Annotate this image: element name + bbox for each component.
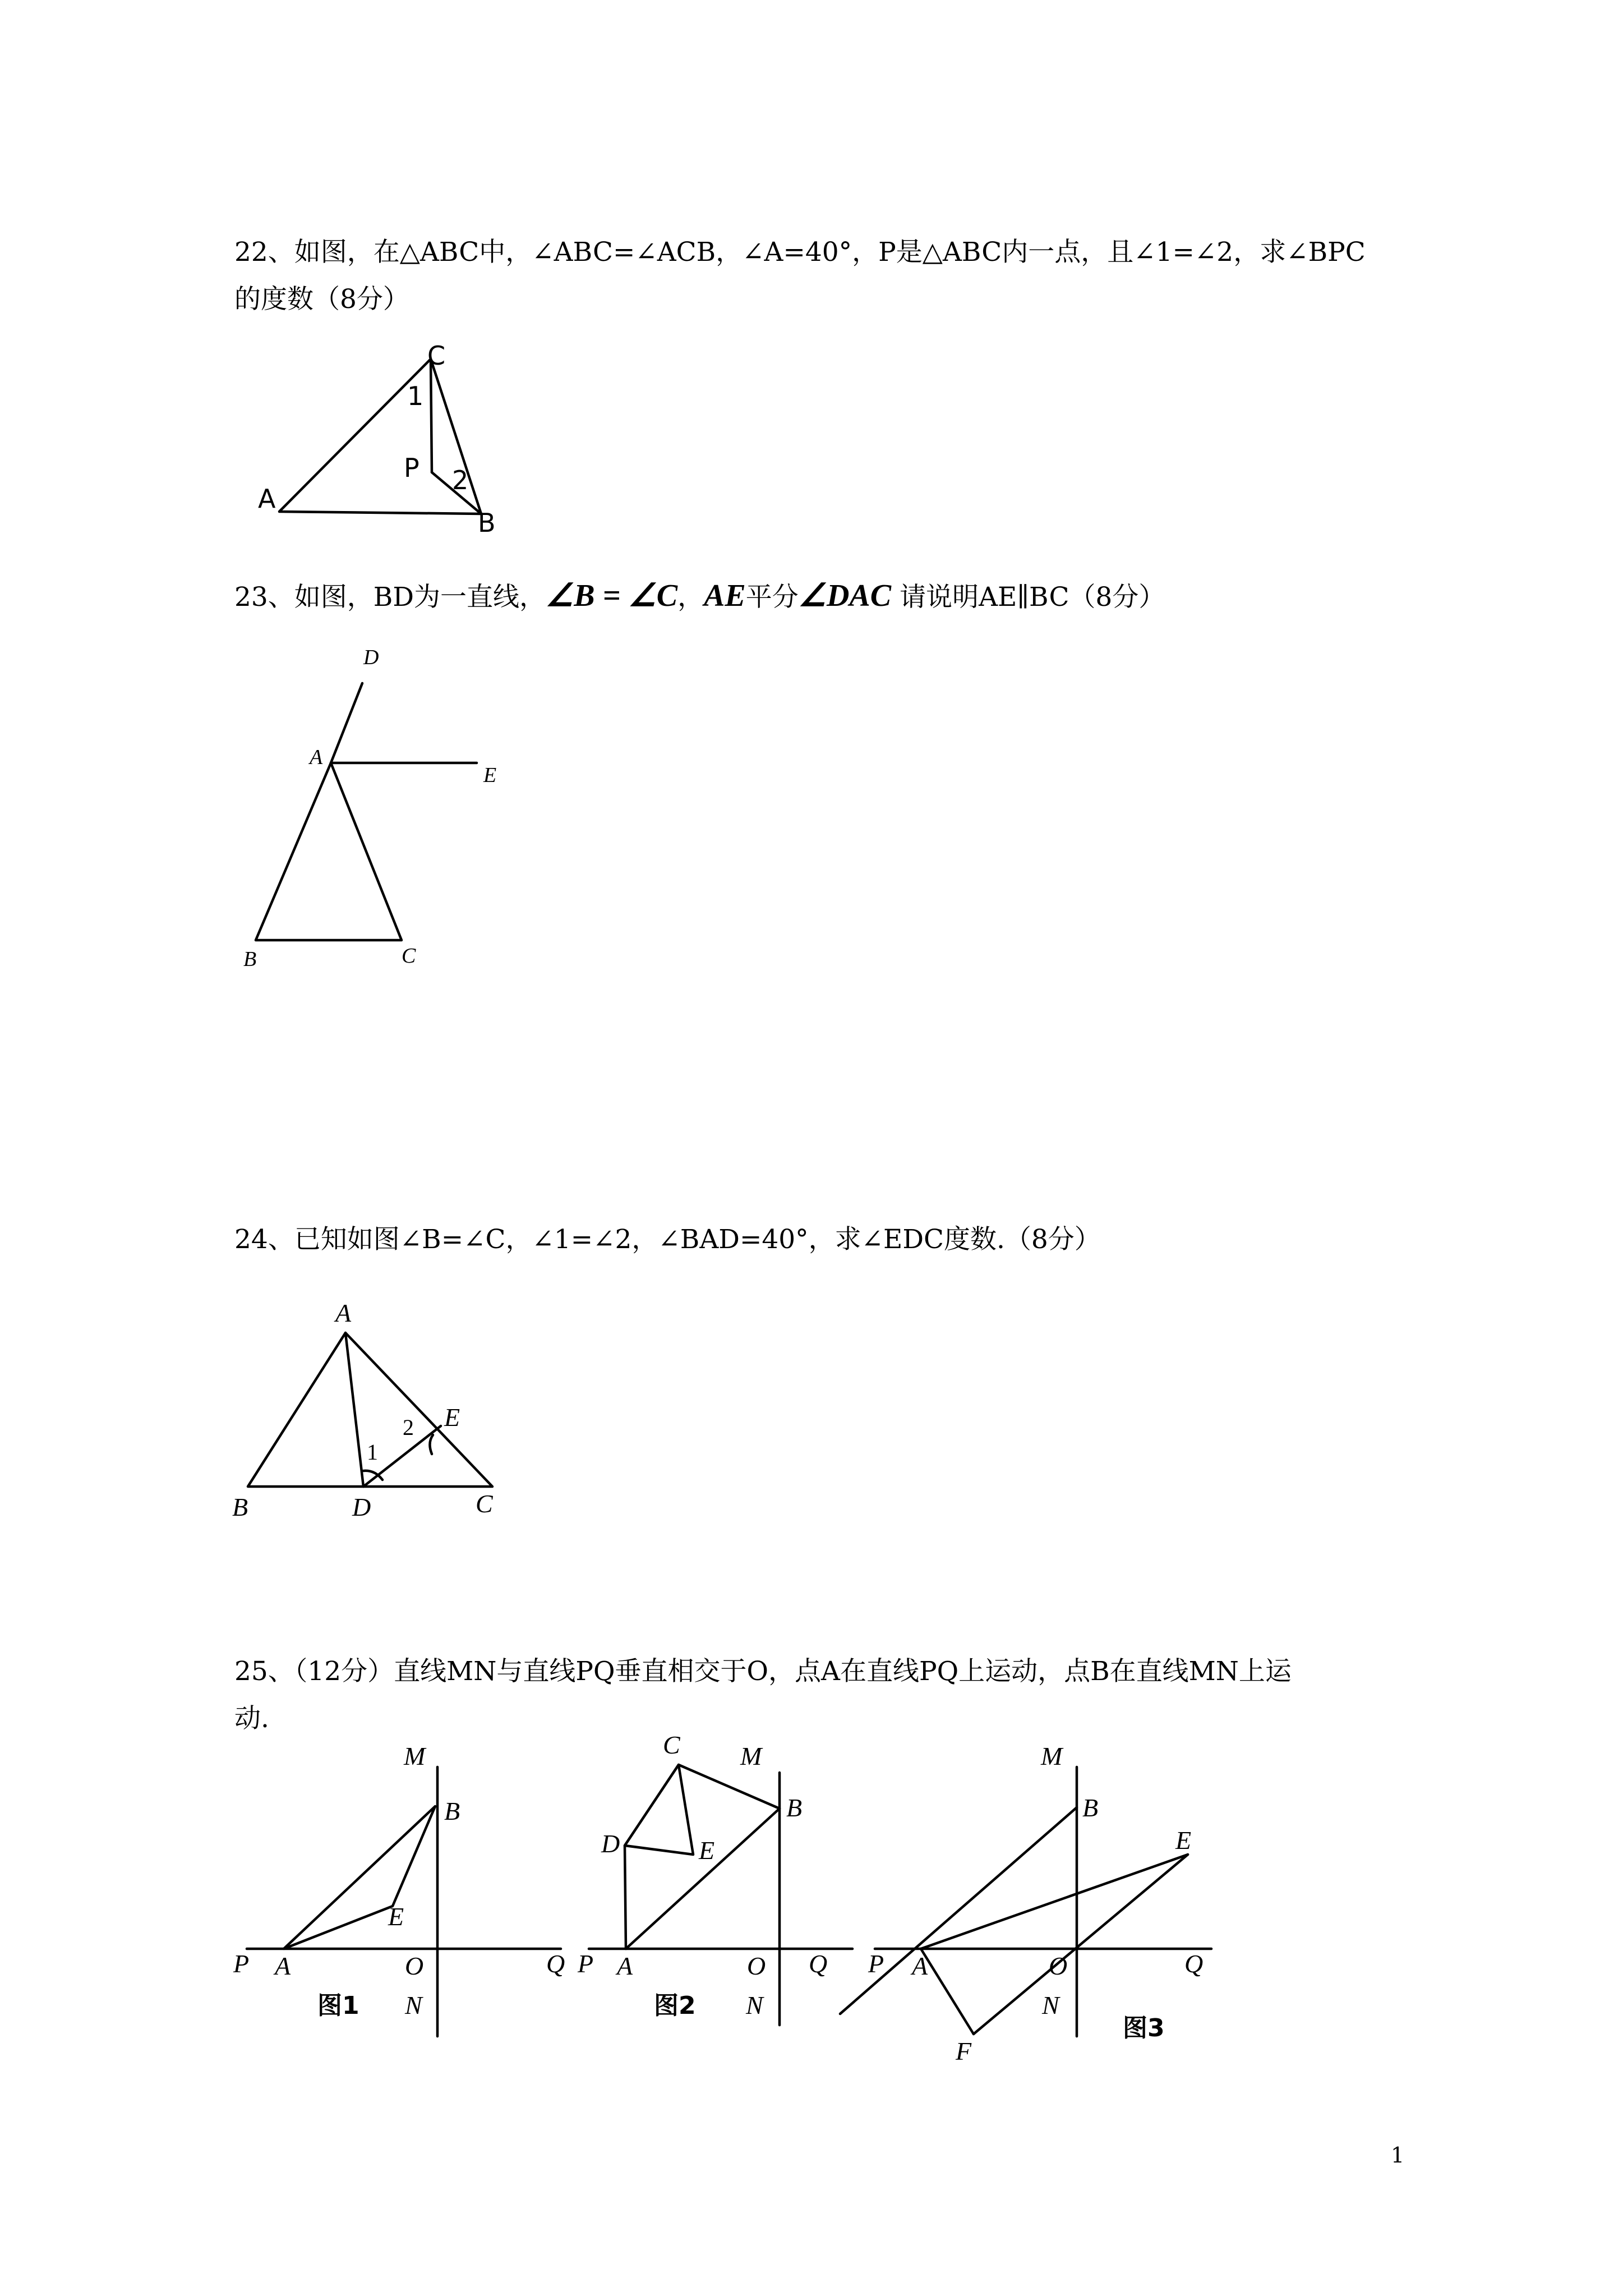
segment-cp	[431, 359, 432, 472]
page-number: 1	[1391, 2143, 1405, 2168]
label-c: C	[663, 1731, 680, 1759]
figure-23	[236, 639, 527, 976]
ray-ad	[331, 683, 362, 763]
label-n: N	[405, 1991, 422, 2019]
label-a: A	[617, 1952, 633, 1980]
math-angle-b-equals-c: ∠B = ∠C	[546, 578, 678, 613]
label-f: F	[956, 2037, 972, 2065]
label-m: M	[404, 1742, 426, 1770]
label-e: E	[483, 763, 497, 787]
segment-ab	[626, 1809, 780, 1949]
label-angle-2: 2	[403, 1415, 414, 1440]
question-22-line1: 22、如图，在△ABC中，∠ABC=∠ACB，∠A=40°，P是△ABC内一点，且∠1=∠2，求∠BPC	[234, 237, 1366, 268]
label-a: A	[310, 746, 323, 769]
label-e: E	[699, 1836, 715, 1865]
label-q: Q	[1184, 1949, 1204, 1978]
question-25-line1: 25、（12分）直线MN与直线PQ垂直相交于O，点A在直线PQ上运动，点B在直线MN上运	[234, 1656, 1292, 1687]
label-e: E	[444, 1403, 460, 1432]
line-through-a-b	[840, 1807, 1077, 2014]
question-23-comma: ，	[677, 582, 704, 613]
label-o: O	[405, 1952, 424, 1980]
math-angle-dac: ∠DAC	[798, 578, 892, 613]
label-d: D	[352, 1493, 371, 1521]
label-angle-1: 1	[407, 381, 424, 411]
question-23-text	[234, 572, 1401, 621]
label-a: A	[335, 1299, 352, 1327]
figure-22	[247, 341, 527, 538]
label-p: P	[233, 1949, 250, 1978]
label-a: A	[912, 1952, 928, 1980]
segment-af	[921, 1949, 974, 2034]
question-23-pre: 23、如图，BD为一直线，	[234, 582, 546, 613]
label-q: Q	[546, 1949, 565, 1978]
label-b: B	[232, 1493, 248, 1521]
label-p: P	[578, 1949, 594, 1978]
label-n: N	[1042, 1991, 1059, 2019]
question-23-mid: 平分	[745, 582, 799, 613]
question-25-line2: 动.	[234, 1703, 269, 1734]
question-24-text	[234, 1216, 1401, 1263]
label-c: C	[402, 944, 416, 968]
triangle-dce	[625, 1765, 693, 1855]
caption-figure-3: 图3	[1123, 2014, 1165, 2042]
label-p: P	[868, 1949, 884, 1978]
math-ae: AE	[704, 578, 746, 613]
label-d: D	[601, 1829, 620, 1858]
label-c: C	[476, 1489, 493, 1518]
label-b: B	[243, 947, 257, 971]
caption-figure-1: 图1	[317, 1991, 359, 2020]
label-e: E	[388, 1902, 404, 1931]
figure-25-1	[224, 1733, 583, 2047]
caption-figure-2: 图2	[654, 1991, 696, 2020]
question-23-post: 请说明AE∥BC（8分）	[900, 582, 1165, 613]
label-d: D	[363, 646, 379, 669]
segment-ae	[921, 1855, 1188, 1949]
label-b: B	[444, 1797, 460, 1825]
label-b: B	[1082, 1793, 1099, 1822]
figure-25-3	[836, 1733, 1239, 2070]
angle-arc-2	[430, 1435, 433, 1454]
label-a: A	[275, 1952, 291, 1980]
label-n: N	[746, 1991, 763, 2019]
label-angle-1: 1	[367, 1439, 378, 1465]
segment-ad	[345, 1333, 363, 1487]
label-m: M	[740, 1742, 762, 1770]
question-22-line2: 的度数（8分）	[234, 284, 409, 315]
label-b: B	[786, 1793, 803, 1822]
figure-24	[224, 1296, 516, 1531]
label-a: A	[258, 484, 276, 514]
label-o: O	[747, 1952, 766, 1980]
question-24-line1: 24、已知如图∠B=∠C，∠1=∠2，∠BAD=40°，求∠EDC度数.（8分）	[234, 1224, 1101, 1255]
label-m: M	[1041, 1742, 1063, 1770]
label-angle-2: 2	[452, 465, 469, 495]
label-e: E	[1175, 1826, 1192, 1855]
question-22-text	[234, 229, 1401, 323]
triangle-abe	[284, 1806, 435, 1949]
label-b: B	[478, 508, 496, 538]
label-p: P	[404, 453, 419, 483]
question-25-text	[234, 1648, 1401, 1742]
label-q: Q	[809, 1949, 828, 1978]
triangle-abc	[256, 763, 402, 940]
segment-ef	[974, 1855, 1188, 2034]
label-c: C	[427, 341, 446, 371]
label-o: O	[1049, 1952, 1068, 1980]
triangle-abc	[279, 359, 481, 514]
